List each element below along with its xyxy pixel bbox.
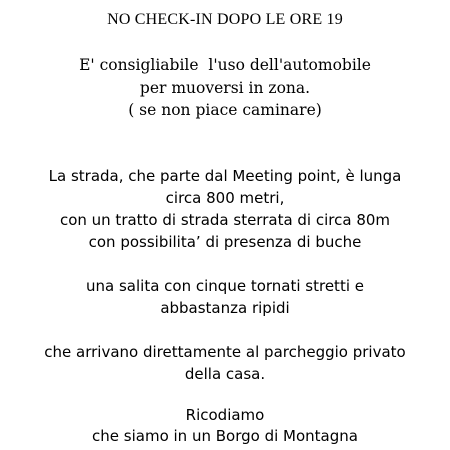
reminder-line-1: Ricodiamo xyxy=(185,406,265,424)
car-advice-line-3: ( se non piace caminare) xyxy=(128,101,322,119)
reminder-line-2: che siamo in un Borgo di Montagna xyxy=(92,427,358,445)
road-description-line-2: circa 800 metri, xyxy=(165,189,285,207)
road-description-line-1: La strada, che parte dal Meeting point, è lunga xyxy=(48,167,402,185)
parking-description-line-2: della casa. xyxy=(184,365,266,383)
notice-title: NO CHECK-IN DOPO LE ORE 19 xyxy=(107,11,343,28)
climb-description-line-2: abbastanza ripidi xyxy=(160,299,290,317)
parking-description-line-1: che arrivano direttamente al parcheggio privato xyxy=(44,343,406,361)
car-advice-line-1: E' consigliabile l'uso dell'automobile xyxy=(79,56,371,74)
car-advice-line-2: per muoversi in zona. xyxy=(139,79,311,97)
climb-description-line-1: una salita con cinque tornati stretti e xyxy=(86,277,364,295)
road-description-line-4: con possibilita’ di presenza di buche xyxy=(88,233,362,251)
road-description-line-3: con un tratto di strada sterrata di circa 80m xyxy=(59,211,391,229)
